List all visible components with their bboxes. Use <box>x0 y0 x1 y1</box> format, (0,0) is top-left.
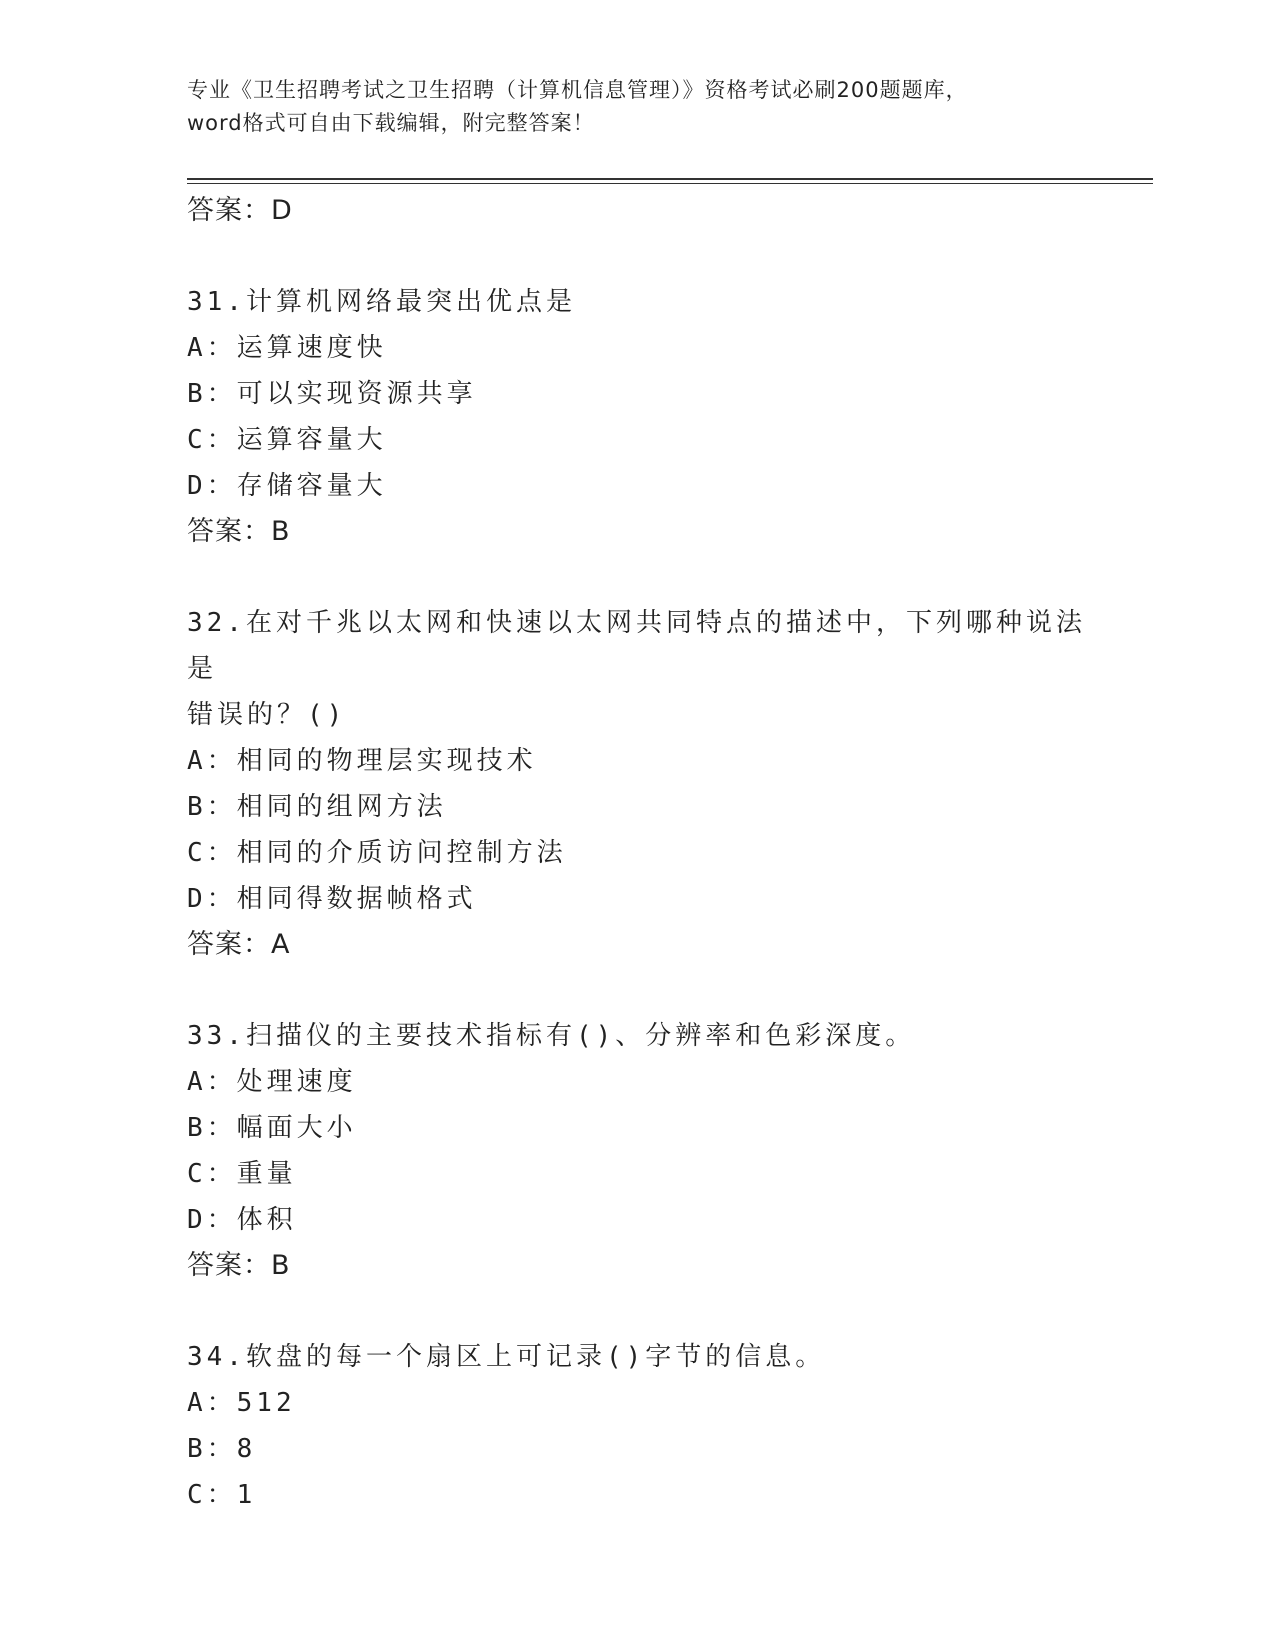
option-c: C：运算容量大 <box>187 425 387 455</box>
answer-line: 答案：B <box>187 516 291 547</box>
option-b: B：相同的组网方法 <box>187 792 447 822</box>
question-title: 31.计算机网络最突出优点是 <box>187 287 576 317</box>
question-list <box>187 188 1087 1518</box>
option-d: D：体积 <box>187 1205 297 1235</box>
document-header <box>187 74 1087 140</box>
option-b: B：8 <box>187 1434 257 1464</box>
question-title: 33.扫描仪的主要技术指标有()、分辨率和色彩深度。 <box>187 1021 916 1051</box>
header-divider-thick <box>187 178 1153 180</box>
question-title: 32.在对千兆以太网和快速以太网共同特点的描述中，下列哪种说法是 <box>187 608 1086 684</box>
header-line-1: 专业《卫生招聘考试之卫生招聘（计算机信息管理）》资格考试必刷200题题库， <box>187 78 968 102</box>
question-32 <box>187 600 1087 968</box>
option-c: C：相同的介质访问控制方法 <box>187 838 567 868</box>
option-b: B：幅面大小 <box>187 1113 357 1143</box>
option-d: D：存储容量大 <box>187 471 387 501</box>
option-c: C：1 <box>187 1480 257 1510</box>
option-c: C：重量 <box>187 1159 297 1189</box>
answer-line: 答案：D <box>187 195 293 226</box>
question-title-continued: 错误的？() <box>187 700 347 730</box>
question-31 <box>187 279 1087 555</box>
answer-line: 答案：B <box>187 1250 291 1281</box>
option-a: A：运算速度快 <box>187 333 387 363</box>
option-a: A：相同的物理层实现技术 <box>187 746 537 776</box>
header-divider-thin <box>187 183 1153 184</box>
question-title: 34.软盘的每一个扇区上可记录()字节的信息。 <box>187 1342 826 1372</box>
option-b: B：可以实现资源共享 <box>187 379 477 409</box>
header-line-2: word格式可自由下载编辑，附完整答案！ <box>187 111 595 135</box>
answer-line: 答案：A <box>187 929 291 960</box>
question-34 <box>187 1334 1087 1518</box>
option-a: A：512 <box>187 1388 296 1418</box>
option-a: A：处理速度 <box>187 1067 357 1097</box>
option-d: D：相同得数据帧格式 <box>187 884 477 914</box>
question-33 <box>187 1013 1087 1289</box>
